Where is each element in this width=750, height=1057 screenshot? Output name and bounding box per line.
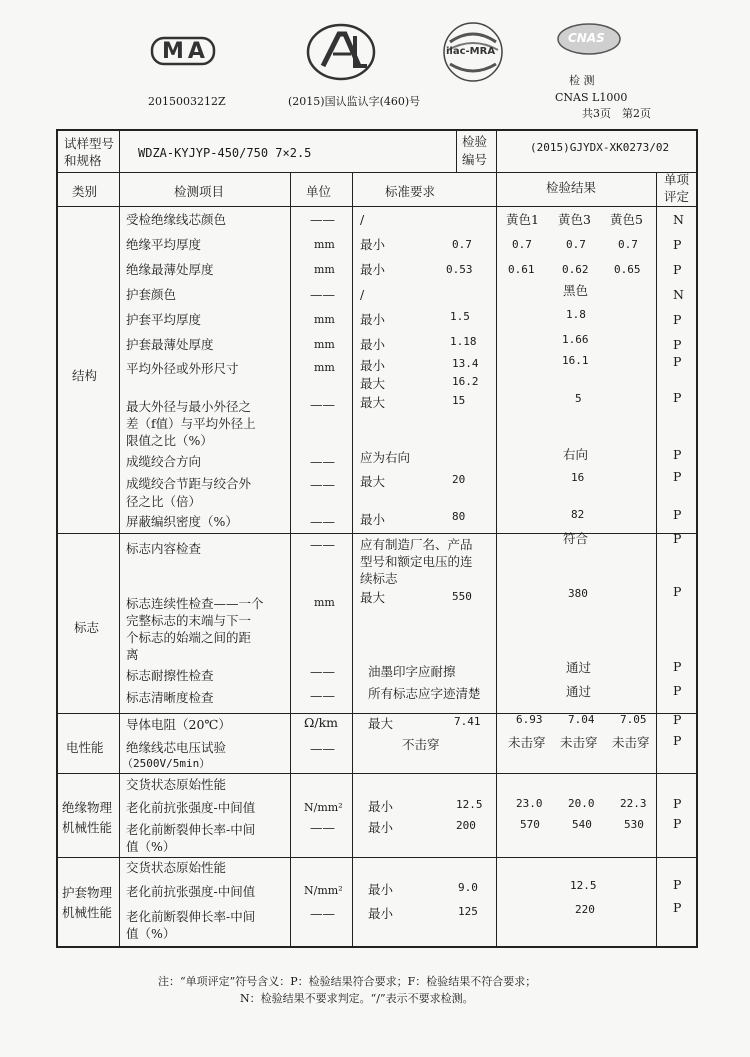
table-row-requirement-value: 7.41 (454, 715, 481, 728)
table-row-item: 完整标志的末端与下一 (126, 613, 252, 628)
table-row-item: 老化前抗张强度-中间值 (126, 884, 256, 899)
table-row-result: 黄色3 (558, 212, 591, 227)
table-row-item: 值（%） (126, 926, 176, 941)
table-row-result: 12.5 (570, 879, 597, 892)
table-row-item: 标志耐擦性检查 (126, 668, 214, 683)
table-row-result: 黄色1 (506, 212, 539, 227)
table-row-item: 交货状态原始性能 (126, 777, 227, 792)
table-row-unit: —— (310, 741, 335, 756)
section-structure: 结构 (72, 368, 98, 383)
table-row-verdict: P (673, 659, 682, 674)
table-row-verdict: P (673, 712, 682, 727)
footer-note-line1: 注：“单项评定”符号含义：P：检验结果符合要求；F：检验结果不符合要求； (158, 975, 537, 988)
table-row-requirement-value: 15 (452, 394, 466, 407)
model-label-line1: 试样型号 (64, 136, 115, 151)
table-row-requirement: 最大 (360, 376, 386, 391)
footer-note-line2: N：检验结果不要求判定。“/”表示不要求检测。 (240, 992, 474, 1005)
table-row-unit: N/mm² (304, 884, 343, 897)
table-row-item: 老化前断裂伸长率-中间 (126, 822, 256, 837)
table-row-item: 径之比（倍） (126, 494, 202, 509)
table-row-result: 0.7 (618, 238, 638, 251)
table-row-requirement-value: 16.2 (452, 375, 479, 388)
table-row-result: 0.65 (614, 263, 641, 276)
table-row-verdict: P (673, 584, 682, 599)
table-row-result: 未击穿 (508, 735, 546, 750)
table-row-requirement-value: 13.4 (452, 357, 479, 370)
cal-code: (2015)国认监认字(460)号 (288, 95, 421, 108)
table-row-result: 1.8 (566, 308, 586, 321)
cnas-logo-text: CNAS (568, 31, 605, 45)
table-row-verdict: P (673, 877, 682, 892)
table-row-requirement: 最小 (360, 512, 386, 527)
table-row-verdict: P (673, 237, 682, 252)
table-row-unit: mm (314, 361, 335, 374)
table-row-result: 未击穿 (612, 735, 650, 750)
table-row-requirement-value: 550 (452, 590, 472, 603)
table-row-verdict: P (673, 816, 682, 831)
section-sheath-line1: 护套物理 (62, 885, 113, 900)
table-row-unit: N/mm² (304, 801, 343, 814)
model-value: WDZA-KYJYP-450/750 7×2.5 (138, 146, 312, 160)
table-row-unit: —— (310, 397, 335, 412)
report-value: (2015)GJYDX-XK0273/02 (530, 141, 670, 154)
table-row-unit: Ω/km (304, 715, 339, 730)
table-row-verdict: P (673, 262, 682, 277)
table-row-result: 通过 (566, 660, 592, 675)
table-row-item: 护套最薄处厚度 (126, 337, 214, 352)
cnas-logo (556, 22, 622, 56)
table-row-item: 最大外径与最小外径之 (126, 399, 252, 414)
table-row-verdict: P (673, 390, 682, 405)
table-row-unit: —— (310, 664, 335, 679)
table-row-result: 540 (572, 818, 592, 831)
table-row-item: 限值之比（%） (126, 433, 213, 448)
ilac-logo-text: ilac-MRA (446, 46, 496, 57)
table-row-unit: mm (314, 238, 335, 251)
table-row-verdict: P (673, 312, 682, 327)
table-row-item: 绝缘线芯电压试验 (126, 740, 227, 755)
model-label-line2: 和规格 (64, 153, 102, 168)
table-row-unit: —— (310, 287, 335, 302)
table-row-requirement-value: 125 (458, 905, 478, 918)
table-row-result: 黄色5 (610, 212, 643, 227)
table-row-result: 530 (624, 818, 644, 831)
table-row-result: 0.61 (508, 263, 535, 276)
table-row-requirement: 最小 (368, 799, 394, 814)
table-row-item: 导体电阻（20℃） (126, 717, 231, 732)
cal-logo (305, 22, 377, 82)
table-row-requirement: 应为右向 (360, 450, 411, 465)
page-info: 共3页 第2页 (582, 107, 651, 120)
table-row-requirement: / (360, 287, 365, 302)
table-row-requirement: 油墨印字应耐擦 (368, 664, 456, 679)
table-row-result: 0.62 (562, 263, 589, 276)
table-row-requirement: 最小 (368, 820, 394, 835)
table-row-item: 差（f值）与平均外径上 (126, 416, 256, 431)
ma-code: 2015003212Z (148, 95, 226, 108)
table-row-item: 平均外径或外形尺寸 (126, 361, 239, 376)
section-electrical: 电性能 (66, 740, 104, 755)
table-row-verdict: N (673, 287, 684, 302)
table-row-item: 标志清晰度检查 (126, 690, 214, 705)
report-label-line2: 编号 (462, 152, 488, 167)
table-row-requirement: 最大 (368, 716, 394, 731)
table-row-item: 屏蔽编织密度（%） (126, 514, 238, 529)
header-category: 类别 (72, 184, 98, 199)
section-sheath-line2: 机械性能 (62, 905, 113, 920)
table-row-unit: mm (314, 313, 335, 326)
table-row-result: 220 (575, 903, 595, 916)
table-row-requirement: 最小 (368, 882, 394, 897)
section-marking: 标志 (74, 620, 100, 635)
table-row-verdict: P (673, 733, 682, 748)
cnas-code: CNAS L1000 (555, 91, 628, 104)
table-row-result: 22.3 (620, 797, 647, 810)
table-row-unit: —— (310, 537, 335, 552)
table-row-verdict: P (673, 354, 682, 369)
table-row-item: 离 (126, 647, 139, 662)
table-row-requirement: 最小 (360, 358, 386, 373)
table-row-unit: —— (310, 906, 335, 921)
table-row-requirement: 最小 (368, 906, 394, 921)
table-row-result: 23.0 (516, 797, 543, 810)
table-row-requirement: 最小 (360, 262, 386, 277)
table-row-unit: —— (310, 688, 335, 703)
table-row-item: 值（%） (126, 839, 176, 854)
table-row-item: 成缆绞合节距与绞合外 (126, 476, 252, 491)
table-row-result: 16.1 (562, 354, 589, 367)
table-row-item: 交货状态原始性能 (126, 860, 227, 875)
table-row-requirement: 最大 (360, 474, 386, 489)
table-row-requirement: 应有制造厂名、产品 (360, 537, 473, 552)
table-row-requirement-value: 12.5 (456, 798, 483, 811)
section-insulation-line2: 机械性能 (62, 820, 113, 835)
table-row-item: 老化前断裂伸长率-中间 (126, 909, 256, 924)
table-row-result: 右向 (563, 447, 589, 462)
table-row-item: 护套颜色 (126, 287, 177, 302)
table-row-requirement-value: 9.0 (458, 881, 478, 894)
table-row-unit: mm (314, 596, 335, 609)
table-row-item: （2500V/5min） (122, 757, 211, 770)
table-row-result: 黑色 (563, 283, 589, 298)
table-row-result: 0.7 (566, 238, 586, 251)
ma-logo (148, 34, 218, 70)
table-row-result: 7.05 (620, 713, 647, 726)
table-row-item: 标志内容检查 (126, 541, 202, 556)
ma-logo-text: MA (162, 39, 209, 64)
table-row-unit: —— (310, 454, 335, 469)
table-row-verdict: P (673, 683, 682, 698)
table-row-result: 7.04 (568, 713, 595, 726)
header-unit: 单位 (306, 184, 332, 199)
table-row-result: 20.0 (568, 797, 595, 810)
table-row-requirement-value: 20 (452, 473, 466, 486)
table-row-result: 1.66 (562, 333, 589, 346)
table-row-unit: —— (310, 820, 335, 835)
table-row-requirement-value: 0.7 (452, 238, 472, 251)
table-row-requirement-value: 1.5 (450, 310, 470, 323)
table-row-verdict: N (673, 212, 684, 227)
table-row-verdict: P (673, 796, 682, 811)
table-row-item: 成缆绞合方向 (126, 454, 202, 469)
table-row-result: 380 (568, 587, 588, 600)
table-row-requirement-value: 0.53 (446, 263, 473, 276)
header-verdict-line1: 单项 (664, 172, 690, 187)
table-row-item: 标志连续性检查——一个 (126, 596, 264, 611)
table-row-result: 16 (571, 471, 585, 484)
table-row-result: 6.93 (516, 713, 543, 726)
table-row-requirement: 最大 (360, 590, 386, 605)
table-row-requirement: / (360, 212, 365, 227)
table-row-result: 0.7 (512, 238, 532, 251)
cnas-label: 检 测 (569, 74, 595, 87)
table-row-result: 82 (571, 508, 585, 521)
ilac-logo (440, 20, 506, 84)
table-row-requirement: 最小 (360, 337, 386, 352)
table-row-verdict: P (673, 531, 682, 546)
table-row-requirement: 最小 (360, 237, 386, 252)
table-row-unit: mm (314, 263, 335, 276)
table-row-item: 老化前抗张强度-中间值 (126, 800, 256, 815)
table-row-verdict: P (673, 900, 682, 915)
table-row-requirement: 型号和额定电压的连 (360, 554, 473, 569)
table-row-requirement-value: 80 (452, 510, 466, 523)
table-row-result: 通过 (566, 684, 592, 699)
table-row-verdict: P (673, 447, 682, 462)
header-requirement: 标准要求 (385, 184, 436, 199)
table-row-requirement: 所有标志应字迹清楚 (368, 686, 481, 701)
table-row-item: 个标志的始端之间的距 (126, 630, 252, 645)
header-result: 检验结果 (546, 180, 597, 195)
table-row-item: 绝缘平均厚度 (126, 237, 202, 252)
table-row-unit: mm (314, 338, 335, 351)
table-row-requirement: 不击穿 (402, 737, 440, 752)
header-verdict-line2: 评定 (664, 189, 690, 204)
table-row-item: 绝缘最薄处厚度 (126, 262, 214, 277)
table-row-result: 5 (575, 392, 582, 405)
table-row-unit: —— (310, 514, 335, 529)
table-row-result: 未击穿 (560, 735, 598, 750)
table-row-result: 符合 (563, 531, 589, 546)
table-row-requirement: 最小 (360, 312, 386, 327)
section-insulation-line1: 绝缘物理 (62, 800, 113, 815)
table-row-requirement-value: 200 (456, 819, 476, 832)
table-row-verdict: P (673, 337, 682, 352)
table-row-requirement-value: 1.18 (450, 335, 477, 348)
table-row-unit: —— (310, 477, 335, 492)
header-item: 检测项目 (174, 184, 225, 199)
table-row-result: 570 (520, 818, 540, 831)
table-row-item: 护套平均厚度 (126, 312, 202, 327)
table-row-unit: —— (310, 212, 335, 227)
table-row-requirement: 最大 (360, 395, 386, 410)
table-row-requirement: 续标志 (360, 571, 398, 586)
table-row-item: 受检绝缘线芯颜色 (126, 212, 227, 227)
report-label-line1: 检验 (462, 134, 488, 149)
table-row-verdict: P (673, 507, 682, 522)
table-row-verdict: P (673, 469, 682, 484)
